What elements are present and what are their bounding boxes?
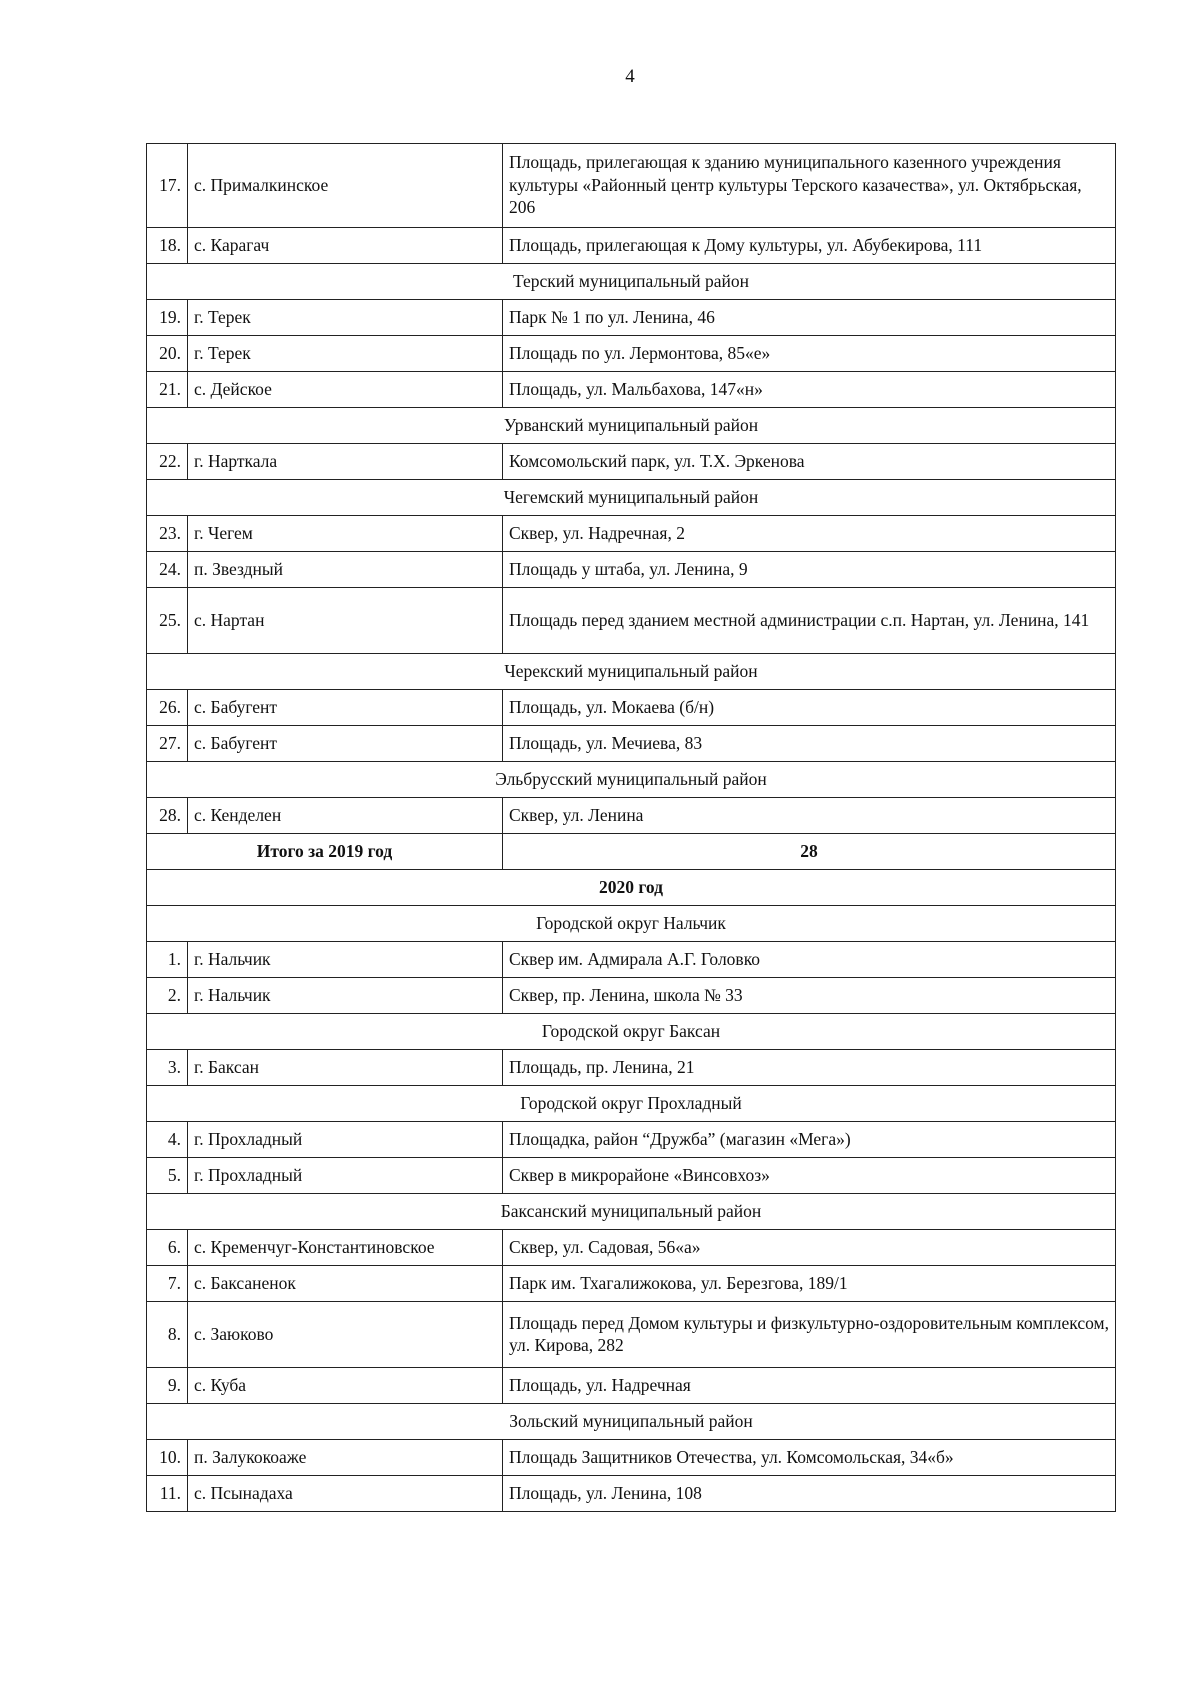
table-row bbox=[147, 552, 1116, 588]
row-number: 23. bbox=[147, 516, 188, 552]
settlement-cell: с. Бабугент bbox=[188, 726, 503, 762]
settlement-cell: г. Чегем bbox=[188, 516, 503, 552]
district-title: Черекский муниципальный район bbox=[147, 654, 1116, 690]
table-row bbox=[147, 372, 1116, 408]
settlement-cell: г. Баксан bbox=[188, 1050, 503, 1086]
row-number: 9. bbox=[147, 1368, 188, 1404]
table-row bbox=[147, 1440, 1116, 1476]
district-header-row bbox=[147, 480, 1116, 516]
address-cell: Площадь, прилегающая к Дому культуры, ул. Абубекирова, 111 bbox=[503, 228, 1116, 264]
address-cell: Сквер в микрорайоне «Винсовхоз» bbox=[503, 1158, 1116, 1194]
address-cell: Площадь, ул. Мокаева (б/н) bbox=[503, 690, 1116, 726]
district-header-row bbox=[147, 264, 1116, 300]
table-row bbox=[147, 1368, 1116, 1404]
row-number: 3. bbox=[147, 1050, 188, 1086]
district-title: Городской округ Баксан bbox=[147, 1014, 1116, 1050]
district-title: Баксанский муниципальный район bbox=[147, 1194, 1116, 1230]
table-row bbox=[147, 1476, 1116, 1512]
row-number: 19. bbox=[147, 300, 188, 336]
row-number: 11. bbox=[147, 1476, 188, 1512]
settlement-cell: с. Дейское bbox=[188, 372, 503, 408]
row-number: 25. bbox=[147, 588, 188, 654]
row-number: 28. bbox=[147, 798, 188, 834]
address-cell: Сквер, ул. Надречная, 2 bbox=[503, 516, 1116, 552]
table-row bbox=[147, 690, 1116, 726]
address-cell: Площадь, ул. Ленина, 108 bbox=[503, 1476, 1116, 1512]
table-row bbox=[147, 588, 1116, 654]
year-header-row bbox=[147, 870, 1116, 906]
address-cell: Площадь перед Домом культуры и физкультурно-оздоровительным комплексом, ул. Кирова, 282 bbox=[503, 1302, 1116, 1368]
row-number: 27. bbox=[147, 726, 188, 762]
address-cell: Сквер, ул. Ленина bbox=[503, 798, 1116, 834]
address-cell: Площадь, прилегающая к зданию муниципального казенного учреждения культуры «Районный центр культуры Терского казачества», ул. Октябрьская, 206 bbox=[503, 144, 1116, 228]
settlement-cell: г. Нальчик bbox=[188, 942, 503, 978]
district-header-row bbox=[147, 762, 1116, 798]
district-header-row bbox=[147, 1014, 1116, 1050]
row-number: 6. bbox=[147, 1230, 188, 1266]
row-number: 24. bbox=[147, 552, 188, 588]
table-row bbox=[147, 1122, 1116, 1158]
row-number: 10. bbox=[147, 1440, 188, 1476]
row-number: 7. bbox=[147, 1266, 188, 1302]
settlement-cell: с. Нартан bbox=[188, 588, 503, 654]
row-number: 1. bbox=[147, 942, 188, 978]
row-number: 17. bbox=[147, 144, 188, 228]
settlement-cell: с. Куба bbox=[188, 1368, 503, 1404]
district-header-row bbox=[147, 1194, 1116, 1230]
row-number: 21. bbox=[147, 372, 188, 408]
table-row bbox=[147, 1050, 1116, 1086]
table-row bbox=[147, 942, 1116, 978]
address-cell: Площадь, ул. Мальбахова, 147«н» bbox=[503, 372, 1116, 408]
address-cell: Комсомольский парк, ул. Т.Х. Эркенова bbox=[503, 444, 1116, 480]
table-row bbox=[147, 798, 1116, 834]
district-title: Чегемский муниципальный район bbox=[147, 480, 1116, 516]
address-cell: Сквер, пр. Ленина, школа № 33 bbox=[503, 978, 1116, 1014]
table-row bbox=[147, 1302, 1116, 1368]
district-title: Эльбрусский муниципальный район bbox=[147, 762, 1116, 798]
address-cell: Площадь по ул. Лермонтова, 85«е» bbox=[503, 336, 1116, 372]
places-table-body bbox=[147, 144, 1116, 1512]
table-row bbox=[147, 726, 1116, 762]
row-number: 4. bbox=[147, 1122, 188, 1158]
row-number: 8. bbox=[147, 1302, 188, 1368]
table-row bbox=[147, 300, 1116, 336]
row-number: 22. bbox=[147, 444, 188, 480]
address-cell: Площадь, ул. Надречная bbox=[503, 1368, 1116, 1404]
settlement-cell: с. Прималкинское bbox=[188, 144, 503, 228]
settlement-cell: с. Баксаненок bbox=[188, 1266, 503, 1302]
district-title: Городской округ Прохладный bbox=[147, 1086, 1116, 1122]
settlement-cell: с. Кременчуг-Константиновское bbox=[188, 1230, 503, 1266]
address-cell: Площадь Защитников Отечества, ул. Комсомольская, 34«б» bbox=[503, 1440, 1116, 1476]
district-title: Терский муниципальный район bbox=[147, 264, 1116, 300]
table-row bbox=[147, 444, 1116, 480]
row-number: 26. bbox=[147, 690, 188, 726]
table-row bbox=[147, 336, 1116, 372]
settlement-cell: п. Залукокоаже bbox=[188, 1440, 503, 1476]
table-row bbox=[147, 1266, 1116, 1302]
settlement-cell: п. Звездный bbox=[188, 552, 503, 588]
page-number: 4 bbox=[625, 66, 635, 87]
district-title: Городской округ Нальчик bbox=[147, 906, 1116, 942]
settlement-cell: с. Бабугент bbox=[188, 690, 503, 726]
table-row bbox=[147, 978, 1116, 1014]
district-header-row bbox=[147, 1404, 1116, 1440]
settlement-cell: г. Нальчик bbox=[188, 978, 503, 1014]
settlement-cell: с. Кенделен bbox=[188, 798, 503, 834]
address-cell: Сквер, ул. Садовая, 56«а» bbox=[503, 1230, 1116, 1266]
table-row bbox=[147, 1230, 1116, 1266]
table-row bbox=[147, 516, 1116, 552]
settlement-cell: г. Терек bbox=[188, 300, 503, 336]
district-title: Урванский муниципальный район bbox=[147, 408, 1116, 444]
total-value: 28 bbox=[503, 834, 1116, 870]
settlement-cell: с. Заюково bbox=[188, 1302, 503, 1368]
address-cell: Площадка, район “Дружба” (магазин «Мега») bbox=[503, 1122, 1116, 1158]
total-label: Итого за 2019 год bbox=[147, 834, 503, 870]
settlement-cell: с. Псынадаха bbox=[188, 1476, 503, 1512]
settlement-cell: г. Прохладный bbox=[188, 1158, 503, 1194]
places-table bbox=[146, 143, 1116, 1512]
district-header-row bbox=[147, 1086, 1116, 1122]
row-number: 2. bbox=[147, 978, 188, 1014]
district-header-row bbox=[147, 408, 1116, 444]
settlement-cell: г. Нарткала bbox=[188, 444, 503, 480]
year-title: 2020 год bbox=[147, 870, 1116, 906]
row-number: 18. bbox=[147, 228, 188, 264]
table-row bbox=[147, 228, 1116, 264]
district-header-row bbox=[147, 906, 1116, 942]
address-cell: Парк им. Тхагалижокова, ул. Березгова, 189/1 bbox=[503, 1266, 1116, 1302]
settlement-cell: с. Карагач bbox=[188, 228, 503, 264]
address-cell: Парк № 1 по ул. Ленина, 46 bbox=[503, 300, 1116, 336]
row-number: 5. bbox=[147, 1158, 188, 1194]
address-cell: Площадь, пр. Ленина, 21 bbox=[503, 1050, 1116, 1086]
table-row bbox=[147, 144, 1116, 228]
row-number: 20. bbox=[147, 336, 188, 372]
settlement-cell: г. Прохладный bbox=[188, 1122, 503, 1158]
address-cell: Площадь у штаба, ул. Ленина, 9 bbox=[503, 552, 1116, 588]
total-row bbox=[147, 834, 1116, 870]
settlement-cell: г. Терек bbox=[188, 336, 503, 372]
district-title: Зольский муниципальный район bbox=[147, 1404, 1116, 1440]
table-row bbox=[147, 1158, 1116, 1194]
district-header-row bbox=[147, 654, 1116, 690]
address-cell: Площадь, ул. Мечиева, 83 bbox=[503, 726, 1116, 762]
address-cell: Сквер им. Адмирала А.Г. Головко bbox=[503, 942, 1116, 978]
address-cell: Площадь перед зданием местной администрации с.п. Нартан, ул. Ленина, 141 bbox=[503, 588, 1116, 654]
